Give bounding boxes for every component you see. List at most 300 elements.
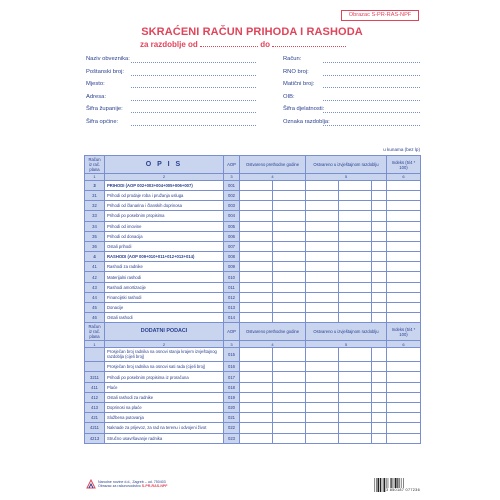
account-cell bbox=[85, 348, 105, 362]
value-input-cell[interactable] bbox=[240, 211, 273, 221]
value-input-cell[interactable] bbox=[387, 372, 421, 382]
field-label: RNO broj: bbox=[283, 68, 309, 75]
aop-cell: 020 bbox=[224, 402, 240, 412]
value-input-cell[interactable] bbox=[339, 211, 372, 221]
table-header-row bbox=[85, 323, 421, 341]
header-opis: DODATNI PODACI bbox=[105, 323, 224, 341]
field-adresa bbox=[86, 92, 256, 105]
value-input-cell[interactable] bbox=[387, 362, 421, 372]
value-input-cell[interactable] bbox=[339, 382, 372, 392]
account-cell: 44 bbox=[85, 292, 105, 302]
aop-cell: 014 bbox=[224, 313, 240, 323]
form-page bbox=[82, 8, 422, 492]
field-label: Naziv obveznika: bbox=[86, 56, 130, 62]
value-input-cell[interactable] bbox=[273, 221, 306, 231]
value-input-cell[interactable] bbox=[273, 292, 306, 302]
value-input-cell[interactable] bbox=[306, 252, 339, 262]
table-row bbox=[85, 252, 421, 262]
value-input-cell[interactable] bbox=[339, 433, 372, 443]
value-input-cell[interactable] bbox=[240, 382, 273, 392]
account-cell: 43 bbox=[85, 282, 105, 292]
account-cell: 46 bbox=[85, 313, 105, 323]
value-input-cell[interactable] bbox=[372, 313, 387, 323]
field-mjesto bbox=[86, 79, 256, 92]
value-input-cell[interactable] bbox=[240, 282, 273, 292]
field-zupanija bbox=[86, 104, 256, 117]
value-input-cell[interactable] bbox=[306, 402, 339, 412]
value-input-cell[interactable] bbox=[372, 282, 387, 292]
barcode-number: 3 850187 077236 bbox=[385, 488, 420, 492]
field-input[interactable] bbox=[323, 125, 420, 126]
value-input-cell[interactable] bbox=[372, 303, 387, 313]
value-input-cell[interactable] bbox=[273, 180, 306, 190]
field-label: Matični broj: bbox=[283, 81, 315, 88]
table-row bbox=[85, 402, 421, 412]
value-input-cell[interactable] bbox=[339, 190, 372, 200]
value-input-cell[interactable] bbox=[240, 252, 273, 262]
value-input-cell[interactable] bbox=[339, 231, 372, 241]
barcode-bar bbox=[380, 478, 381, 492]
value-input-cell[interactable] bbox=[240, 348, 273, 362]
value-input-cell[interactable] bbox=[372, 292, 387, 302]
value-input-cell[interactable] bbox=[372, 231, 387, 241]
table-row bbox=[85, 262, 421, 272]
table-row bbox=[85, 382, 421, 392]
value-input-cell[interactable] bbox=[387, 402, 421, 412]
description-cell: Rashodi amortizacije bbox=[105, 282, 224, 292]
table-row bbox=[85, 211, 421, 221]
column-number-row bbox=[85, 341, 421, 348]
description-cell: Prihodi po posebnim propisima iz proračuna bbox=[105, 372, 224, 382]
value-input-cell[interactable] bbox=[240, 221, 273, 231]
value-input-cell[interactable] bbox=[372, 211, 387, 221]
aop-cell: 016 bbox=[224, 362, 240, 372]
field-racun bbox=[283, 54, 420, 67]
period-to-field[interactable] bbox=[272, 41, 346, 47]
aop-cell: 003 bbox=[224, 201, 240, 211]
value-input-cell[interactable] bbox=[240, 372, 273, 382]
value-input-cell[interactable] bbox=[339, 221, 372, 231]
value-input-cell[interactable] bbox=[387, 221, 421, 231]
table-row bbox=[85, 372, 421, 382]
value-input-cell[interactable] bbox=[387, 303, 421, 313]
account-cell: 4211 bbox=[85, 423, 105, 433]
description-cell: Prihodi od imovine bbox=[105, 221, 224, 231]
value-input-cell[interactable] bbox=[372, 348, 387, 362]
value-input-cell[interactable] bbox=[339, 282, 372, 292]
field-input[interactable] bbox=[131, 112, 256, 113]
value-input-cell[interactable] bbox=[306, 292, 339, 302]
value-input-cell[interactable] bbox=[387, 272, 421, 282]
column-number: 1 bbox=[85, 174, 105, 181]
value-input-cell[interactable] bbox=[240, 180, 273, 190]
description-cell: Prihodi od donacija bbox=[105, 231, 224, 241]
aop-cell: 012 bbox=[224, 292, 240, 302]
field-label: Šifra županije: bbox=[86, 106, 123, 113]
value-input-cell[interactable] bbox=[273, 262, 306, 272]
value-input-cell[interactable] bbox=[240, 313, 273, 323]
account-cell: 3 bbox=[85, 180, 105, 190]
column-number: 3 bbox=[224, 174, 240, 181]
column-number: 6 bbox=[387, 341, 421, 348]
column-number: 6 bbox=[387, 174, 421, 181]
account-cell: 3211 bbox=[85, 372, 105, 382]
value-input-cell[interactable] bbox=[387, 413, 421, 423]
account-cell: 421 bbox=[85, 413, 105, 423]
description-cell: Službena putovanja bbox=[105, 413, 224, 423]
field-maticni bbox=[283, 79, 420, 92]
value-input-cell[interactable] bbox=[372, 241, 387, 251]
value-input-cell[interactable] bbox=[240, 190, 273, 200]
publisher-logo-icon bbox=[86, 479, 96, 489]
description-cell: RASHODI (AOP 009+010+011+012+013+014) bbox=[105, 252, 224, 262]
value-input-cell[interactable] bbox=[339, 348, 372, 362]
description-cell: Ostali rashodi za radnike bbox=[105, 392, 224, 402]
aop-cell: 007 bbox=[224, 241, 240, 251]
value-input-cell[interactable] bbox=[273, 392, 306, 402]
barcode-bar bbox=[376, 478, 377, 492]
aop-cell: 015 bbox=[224, 348, 240, 362]
field-label: Poštanski broj: bbox=[86, 68, 125, 75]
table-row bbox=[85, 180, 421, 190]
value-input-cell[interactable] bbox=[306, 190, 339, 200]
description-cell: PRIHODI (AOP 002+003+004+005+006+007) bbox=[105, 180, 224, 190]
table-row bbox=[85, 362, 421, 372]
column-number: 5 bbox=[306, 341, 387, 348]
aop-cell: 021 bbox=[224, 413, 240, 423]
account-cell: 32 bbox=[85, 201, 105, 211]
header-reporting-period: Ostvareno u izvještajnom razdoblju bbox=[306, 156, 387, 174]
description-cell: Naknade za prijevoz, za rad na terenu i odvojeni život bbox=[105, 423, 224, 433]
value-input-cell[interactable] bbox=[372, 252, 387, 262]
aop-cell: 011 bbox=[224, 282, 240, 292]
value-input-cell[interactable] bbox=[372, 180, 387, 190]
value-input-cell[interactable] bbox=[339, 292, 372, 302]
barcode-bar bbox=[382, 478, 383, 492]
value-input-cell[interactable] bbox=[372, 433, 387, 443]
table-row bbox=[85, 348, 421, 362]
value-input-cell[interactable] bbox=[339, 201, 372, 211]
value-input-cell[interactable] bbox=[387, 382, 421, 392]
field-opcina bbox=[86, 117, 256, 130]
value-input-cell[interactable] bbox=[240, 423, 273, 433]
description-cell: Doprinosi na plaće bbox=[105, 402, 224, 412]
value-input-cell[interactable] bbox=[372, 262, 387, 272]
aop-cell: 009 bbox=[224, 262, 240, 272]
value-input-cell[interactable] bbox=[273, 190, 306, 200]
column-number: 2 bbox=[105, 174, 224, 181]
table-row bbox=[85, 231, 421, 241]
value-input-cell[interactable] bbox=[387, 180, 421, 190]
field-label: Adresa: bbox=[86, 93, 106, 100]
field-input[interactable] bbox=[131, 75, 256, 76]
value-input-cell[interactable] bbox=[306, 282, 339, 292]
description-cell: Prosječan broj radnika na osnovi stanja krajem izvještajnog razdoblja (cijeli broj) bbox=[105, 348, 224, 362]
value-input-cell[interactable] bbox=[273, 362, 306, 372]
description-cell: Prihodi od prodaje roba i pružanja usluga bbox=[105, 190, 224, 200]
header-previous-year: Ostvareno prethodne godine bbox=[240, 323, 306, 341]
description-cell: Plaće bbox=[105, 382, 224, 392]
field-label: Mjesto: bbox=[86, 81, 105, 88]
description-cell: Financijski rashodi bbox=[105, 292, 224, 302]
value-input-cell[interactable] bbox=[387, 231, 421, 241]
aop-cell: 008 bbox=[224, 252, 240, 262]
value-input-cell[interactable] bbox=[240, 201, 273, 211]
field-input[interactable] bbox=[323, 87, 420, 88]
value-input-cell[interactable] bbox=[306, 231, 339, 241]
value-input-cell[interactable] bbox=[387, 392, 421, 402]
aop-cell: 017 bbox=[224, 372, 240, 382]
column-number: 4 bbox=[240, 341, 306, 348]
value-input-cell[interactable] bbox=[306, 211, 339, 221]
value-input-cell[interactable] bbox=[372, 423, 387, 433]
account-cell: 413 bbox=[85, 402, 105, 412]
value-input-cell[interactable] bbox=[372, 362, 387, 372]
value-input-cell[interactable] bbox=[273, 201, 306, 211]
publisher-info bbox=[98, 480, 168, 489]
table-row bbox=[85, 201, 421, 211]
value-input-cell[interactable] bbox=[273, 348, 306, 362]
field-label: Oznaka razdoblja: bbox=[283, 118, 330, 125]
value-input-cell[interactable] bbox=[387, 348, 421, 362]
field-input[interactable] bbox=[131, 100, 256, 101]
value-input-cell[interactable] bbox=[273, 313, 306, 323]
table-row bbox=[85, 221, 421, 231]
field-input[interactable] bbox=[323, 62, 420, 63]
table-row bbox=[85, 313, 421, 323]
value-input-cell[interactable] bbox=[387, 211, 421, 221]
value-input-cell[interactable] bbox=[387, 292, 421, 302]
value-input-cell[interactable] bbox=[273, 382, 306, 392]
aop-cell: 013 bbox=[224, 303, 240, 313]
value-input-cell[interactable] bbox=[372, 221, 387, 231]
field-label: Šifra djelatnosti: bbox=[283, 106, 325, 113]
field-rno bbox=[283, 67, 420, 80]
value-input-cell[interactable] bbox=[273, 413, 306, 423]
value-input-cell[interactable] bbox=[306, 303, 339, 313]
account-cell: 36 bbox=[85, 241, 105, 251]
period-from-label: za razdoblje od bbox=[140, 40, 198, 49]
account-cell: 4 bbox=[85, 252, 105, 262]
value-input-cell[interactable] bbox=[240, 272, 273, 282]
value-input-cell[interactable] bbox=[273, 423, 306, 433]
aop-cell: 002 bbox=[224, 190, 240, 200]
value-input-cell[interactable] bbox=[306, 433, 339, 443]
value-input-cell[interactable] bbox=[387, 190, 421, 200]
value-input-cell[interactable] bbox=[306, 372, 339, 382]
field-input[interactable] bbox=[323, 112, 420, 113]
value-input-cell[interactable] bbox=[273, 272, 306, 282]
value-input-cell[interactable] bbox=[306, 413, 339, 423]
value-input-cell[interactable] bbox=[240, 241, 273, 251]
header-aop: AOP bbox=[224, 156, 240, 174]
table-row bbox=[85, 433, 421, 443]
value-input-cell[interactable] bbox=[306, 241, 339, 251]
value-input-cell[interactable] bbox=[339, 402, 372, 412]
value-input-cell[interactable] bbox=[339, 272, 372, 282]
value-input-cell[interactable] bbox=[240, 392, 273, 402]
column-number: 1 bbox=[85, 341, 105, 348]
value-input-cell[interactable] bbox=[372, 372, 387, 382]
value-input-cell[interactable] bbox=[306, 180, 339, 190]
value-input-cell[interactable] bbox=[273, 241, 306, 251]
identity-fields-left bbox=[86, 54, 256, 130]
header-index: Indeks (5/4 * 100) bbox=[387, 323, 421, 341]
field-oib bbox=[283, 92, 420, 105]
field-label: Račun: bbox=[283, 56, 302, 62]
value-input-cell[interactable] bbox=[273, 433, 306, 443]
account-cell: 4213 bbox=[85, 433, 105, 443]
aop-cell: 005 bbox=[224, 221, 240, 231]
period-from-field[interactable] bbox=[200, 41, 258, 47]
field-input[interactable] bbox=[131, 62, 256, 63]
header-reporting-period: Ostvareno u izvještajnom razdoblju bbox=[306, 323, 387, 341]
value-input-cell[interactable] bbox=[240, 362, 273, 372]
value-input-cell[interactable] bbox=[339, 180, 372, 190]
value-input-cell[interactable] bbox=[306, 362, 339, 372]
description-cell: Prosječan broj radnika na osnovi sati rada (cijeli broj) bbox=[105, 362, 224, 372]
value-input-cell[interactable] bbox=[387, 262, 421, 272]
barcode-bar bbox=[384, 478, 386, 492]
value-input-cell[interactable] bbox=[387, 201, 421, 211]
account-cell: 45 bbox=[85, 303, 105, 313]
value-input-cell[interactable] bbox=[339, 303, 372, 313]
value-input-cell[interactable] bbox=[372, 201, 387, 211]
value-input-cell[interactable] bbox=[306, 262, 339, 272]
column-number-row bbox=[85, 174, 421, 181]
value-input-cell[interactable] bbox=[387, 313, 421, 323]
column-number: 2 bbox=[105, 341, 224, 348]
value-input-cell[interactable] bbox=[273, 303, 306, 313]
value-input-cell[interactable] bbox=[240, 433, 273, 443]
value-input-cell[interactable] bbox=[387, 241, 421, 251]
value-input-cell[interactable] bbox=[387, 252, 421, 262]
value-input-cell[interactable] bbox=[273, 252, 306, 262]
account-cell bbox=[85, 362, 105, 372]
account-cell: 34 bbox=[85, 221, 105, 231]
account-cell: 35 bbox=[85, 231, 105, 241]
period-line bbox=[140, 40, 346, 49]
value-input-cell[interactable] bbox=[387, 423, 421, 433]
account-cell: 31 bbox=[85, 190, 105, 200]
value-input-cell[interactable] bbox=[273, 402, 306, 412]
header-racun: Račun iz rač. plana bbox=[85, 156, 105, 174]
table-header-row bbox=[85, 156, 421, 174]
value-input-cell[interactable] bbox=[372, 190, 387, 200]
value-input-cell[interactable] bbox=[339, 262, 372, 272]
value-input-cell[interactable] bbox=[339, 392, 372, 402]
column-number: 4 bbox=[240, 174, 306, 181]
value-input-cell[interactable] bbox=[306, 392, 339, 402]
aop-cell: 001 bbox=[224, 180, 240, 190]
description-cell: Materijalni rashodi bbox=[105, 272, 224, 282]
account-cell: 41 bbox=[85, 262, 105, 272]
value-input-cell[interactable] bbox=[339, 423, 372, 433]
value-input-cell[interactable] bbox=[306, 348, 339, 362]
table-row bbox=[85, 190, 421, 200]
value-input-cell[interactable] bbox=[339, 252, 372, 262]
value-input-cell[interactable] bbox=[306, 382, 339, 392]
value-input-cell[interactable] bbox=[240, 231, 273, 241]
value-input-cell[interactable] bbox=[306, 313, 339, 323]
barcode-bar bbox=[375, 478, 376, 492]
value-input-cell[interactable] bbox=[372, 382, 387, 392]
value-input-cell[interactable] bbox=[240, 402, 273, 412]
value-input-cell[interactable] bbox=[273, 372, 306, 382]
field-input[interactable] bbox=[131, 125, 256, 126]
account-cell: 412 bbox=[85, 392, 105, 402]
table-row bbox=[85, 272, 421, 282]
value-input-cell[interactable] bbox=[273, 282, 306, 292]
aop-cell: 010 bbox=[224, 272, 240, 282]
value-input-cell[interactable] bbox=[387, 433, 421, 443]
description-cell: Prihodi po posebnim propisima bbox=[105, 211, 224, 221]
value-input-cell[interactable] bbox=[273, 211, 306, 221]
value-input-cell[interactable] bbox=[240, 413, 273, 423]
field-input[interactable] bbox=[323, 100, 420, 101]
field-input[interactable] bbox=[131, 87, 256, 88]
aop-cell: 004 bbox=[224, 211, 240, 221]
value-input-cell[interactable] bbox=[339, 313, 372, 323]
barcode-bar bbox=[378, 478, 380, 492]
field-input[interactable] bbox=[323, 75, 420, 76]
value-input-cell[interactable] bbox=[240, 303, 273, 313]
value-input-cell[interactable] bbox=[372, 272, 387, 282]
description-cell: Ostali prihodi bbox=[105, 241, 224, 251]
report-table bbox=[84, 155, 421, 444]
description-cell: Donacije bbox=[105, 303, 224, 313]
value-input-cell[interactable] bbox=[387, 282, 421, 292]
column-number: 5 bbox=[306, 174, 387, 181]
table-row bbox=[85, 241, 421, 251]
value-input-cell[interactable] bbox=[372, 413, 387, 423]
header-previous-year: Ostvareno prethodne godine bbox=[240, 156, 306, 174]
value-input-cell[interactable] bbox=[273, 231, 306, 241]
form-footer bbox=[86, 478, 420, 492]
value-input-cell[interactable] bbox=[306, 221, 339, 231]
account-cell: 33 bbox=[85, 211, 105, 221]
header-index: Indeks (5/4 * 100) bbox=[387, 156, 421, 174]
value-input-cell[interactable] bbox=[240, 262, 273, 272]
value-input-cell[interactable] bbox=[240, 292, 273, 302]
table-row bbox=[85, 282, 421, 292]
field-razdoblje bbox=[283, 117, 420, 130]
catalog-number: 750403 bbox=[153, 480, 166, 484]
footer-form-code: S-PR-RAS-NPF bbox=[141, 484, 168, 489]
value-input-cell[interactable] bbox=[372, 392, 387, 402]
value-input-cell[interactable] bbox=[339, 241, 372, 251]
value-input-cell[interactable] bbox=[306, 201, 339, 211]
field-label: Šifra općine: bbox=[86, 118, 119, 125]
value-input-cell[interactable] bbox=[339, 413, 372, 423]
value-input-cell[interactable] bbox=[339, 362, 372, 372]
value-input-cell[interactable] bbox=[372, 402, 387, 412]
period-to-label: do bbox=[260, 40, 271, 49]
account-cell: 411 bbox=[85, 382, 105, 392]
aop-cell: 023 bbox=[224, 433, 240, 443]
unit-note: u kunama (bez lp) bbox=[383, 147, 420, 152]
value-input-cell[interactable] bbox=[306, 272, 339, 282]
table-row bbox=[85, 413, 421, 423]
header-opis: O P I S bbox=[105, 156, 224, 174]
field-label: OIB: bbox=[283, 93, 295, 100]
value-input-cell[interactable] bbox=[306, 423, 339, 433]
description-cell: Ostali rashodi bbox=[105, 313, 224, 323]
value-input-cell[interactable] bbox=[339, 372, 372, 382]
table-row bbox=[85, 392, 421, 402]
field-postanski bbox=[86, 67, 256, 80]
form-title: SKRAĆENI RAČUN PRIHODA I RASHODA bbox=[141, 26, 363, 38]
